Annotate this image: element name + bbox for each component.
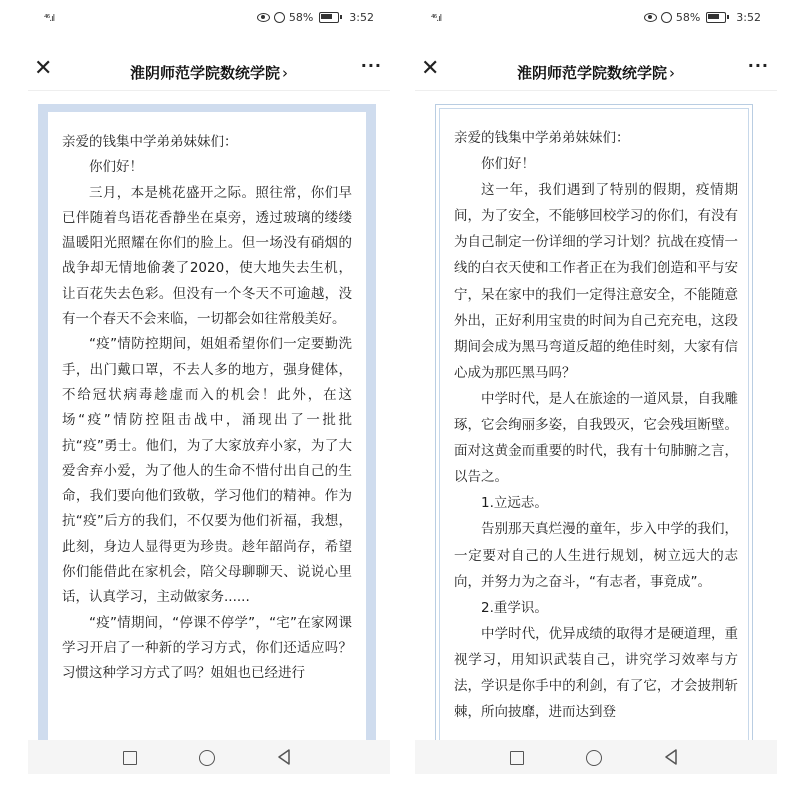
status-time: 3:52 xyxy=(349,11,374,24)
signal-icon: ⁴⁶.ıl xyxy=(44,14,55,24)
status-bar xyxy=(415,0,777,36)
letter-paragraph: 中学时代，优异成绩的取得才是硬道理，重视学习，用知识武装自己，讲究学习效率与方法，学识是你手中的利剑，有了它，才会披荆斩棘，所向披靡，进而达到登 xyxy=(454,625,738,721)
close-icon[interactable]: ✕ xyxy=(34,56,53,81)
alarm-icon xyxy=(274,12,285,23)
letter-paragraph: “疫”情防控期间，姐姐希望你们一定要勤洗手，出门戴口罩，不去人多的地方，强身健体，不给冠状病毒趁虚而入的机会！此外，在这场“疫”情防控阻击战中，涌现出了一批批抗“疫”勇士。他们，为了大家放弃小家，为了大爱舍弃小爱，为了他人的生命不惜付出自己的生命，我们要向他们致敬，学习他们的精神。作为抗“疫”后方的我们，不仅要为他们祈福，我想，此刻，身边人显得更为珍贵。趁年韶尚存，希望你们能借此在家机会，陪父母聊聊天、说说心里话，认真学习，主动做家务...... xyxy=(62,336,352,606)
recent-apps-icon[interactable] xyxy=(123,751,137,765)
letter-paper xyxy=(48,112,366,740)
more-icon[interactable]: ··· xyxy=(360,56,382,75)
status-time: 3:52 xyxy=(736,11,761,24)
letter-paragraph: 你们好！ xyxy=(481,156,535,173)
page-title: 淮阴师范学院数统学院 xyxy=(516,64,667,82)
nav-bar xyxy=(415,50,777,91)
close-icon[interactable]: ✕ xyxy=(421,56,440,81)
letter-paragraph: 2.重学识。 xyxy=(481,599,548,616)
letter-paragraph: 三月，本是桃花盛开之际。照往常，你们早已伴随着鸟语花香静坐在桌旁，透过玻璃的缕缕温暖阳光照耀在你们的脸上。但一场没有硝烟的战争却无情地偷袭了2020，使大地失去生机，让百花失去色彩。但没有一个冬天不可逾越，没有一个春天不会来临，一切都会如往常般美好。 xyxy=(62,184,352,328)
account-title-link[interactable] xyxy=(28,62,390,83)
chevron-right-icon: › xyxy=(282,64,288,82)
letter-paragraph: 1.立远志。 xyxy=(481,495,548,512)
right-phone-screen xyxy=(415,0,777,790)
left-phone-screen xyxy=(28,0,390,790)
letter-paragraph: “疫”情期间，“停课不停学”，“宅”在家网课学习开启了一种新的学习方式，你们还适应吗？习惯这种学习方式了吗？姐姐也已经进行 xyxy=(62,614,352,682)
page-title: 淮阴师范学院数统学院 xyxy=(129,64,280,82)
battery-percent: 58% xyxy=(288,11,314,24)
letter-paragraph: 亲爱的钱集中学弟弟妹妹们： xyxy=(62,134,238,150)
letter-text xyxy=(48,112,366,687)
recent-apps-icon[interactable] xyxy=(510,751,524,765)
letter-paragraph: 中学时代，是人在旅途的一道风景，自我雕琢，它会绚丽多姿，自我毁灭，它会残垣断壁。面对这黄金而重要的时代，我有十句肺腑之言，以告之。 xyxy=(454,390,738,486)
more-icon[interactable]: ··· xyxy=(747,56,769,75)
back-icon[interactable] xyxy=(664,749,678,765)
eye-icon xyxy=(257,13,270,22)
signal-icon: ⁴⁶.ıl xyxy=(431,14,442,24)
system-nav-bar xyxy=(28,740,390,774)
letter-image-frame xyxy=(38,104,376,740)
alarm-icon xyxy=(661,12,672,23)
letter-paragraph: 亲爱的钱集中学弟弟妹妹们： xyxy=(454,130,630,146)
chevron-right-icon: › xyxy=(669,64,675,82)
battery-icon xyxy=(706,12,726,23)
account-title-link[interactable] xyxy=(415,62,777,83)
eye-icon xyxy=(644,13,657,22)
letter-image-frame xyxy=(435,104,753,741)
battery-percent: 58% xyxy=(675,11,701,24)
nav-bar xyxy=(28,50,390,91)
home-icon[interactable] xyxy=(586,750,602,766)
letter-paragraph: 这一年，我们遇到了特别的假期，疫情期间，为了安全，不能够回校学习的你们，有没有为自己制定一份详细的学习计划？抗战在疫情一线的白衣天使和工作者正在为我们创造和平与安宁，呆在家中的我们一定得注意安全，不能随意外出，正好利用宝贵的时间为自己充充电，这段期间会成为黑马弯道反超的绝佳时刻，大家有信心成为那匹黑马吗？ xyxy=(454,182,738,381)
letter-paragraph: 告别那天真烂漫的童年，步入中学的我们，一定要对自己的人生进行规划，树立远大的志向，并努力为之奋斗，“有志者，事竟成”。 xyxy=(454,521,738,590)
back-icon[interactable] xyxy=(277,749,291,765)
letter-text xyxy=(440,109,748,725)
letter-paper xyxy=(439,108,749,741)
battery-icon xyxy=(319,12,339,23)
home-icon[interactable] xyxy=(199,750,215,766)
system-nav-bar xyxy=(415,740,777,774)
letter-paragraph: 你们好！ xyxy=(89,159,143,176)
status-bar xyxy=(28,0,390,36)
